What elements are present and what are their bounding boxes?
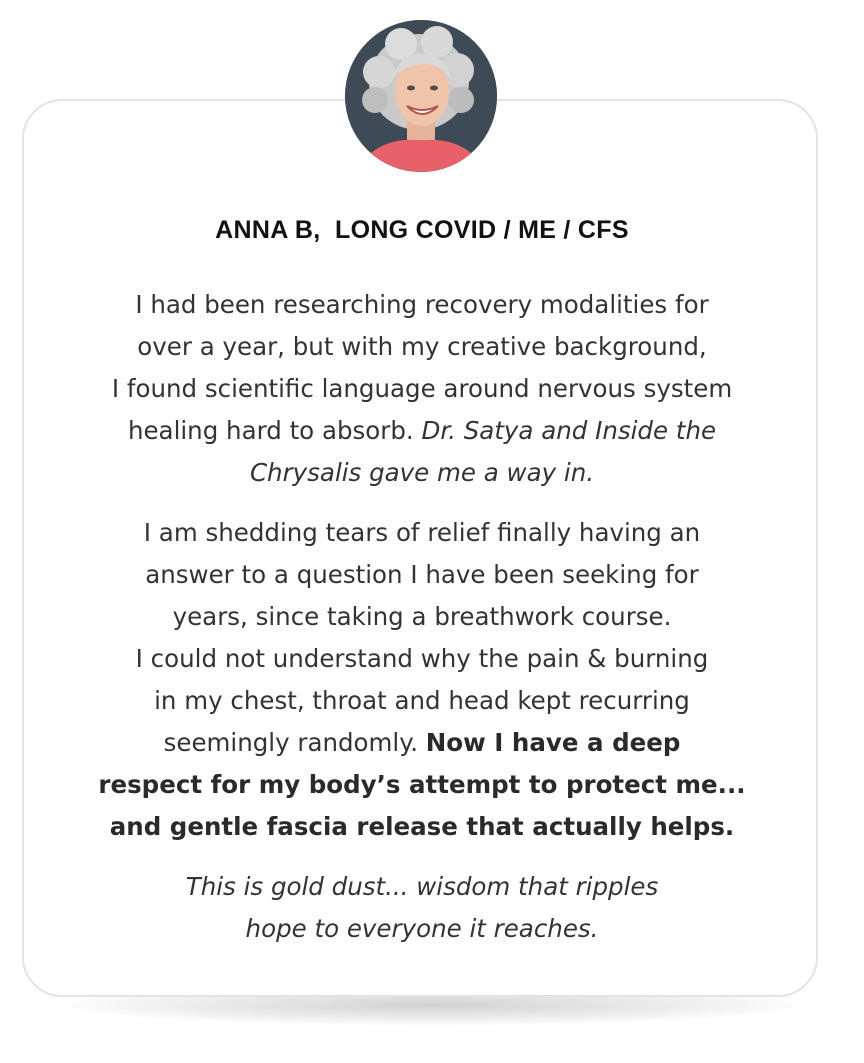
person-portrait-icon — [345, 20, 497, 172]
text-line: I am shedding tears of relief finally having an — [143, 518, 701, 547]
bold-text: Now I have a deep — [425, 728, 681, 757]
testimonial-paragraph-1 — [60, 284, 784, 494]
text-line: answer to a question I have been seeking for — [145, 560, 699, 589]
text-line: in my chest, throat and head kept recurring — [154, 686, 690, 715]
text-line: years, since taking a breathwork course. — [172, 602, 672, 631]
testimonial-author: ANNA B, LONG COVID / ME / CFS — [215, 216, 629, 244]
italic-text: Chrysalis gave me a way in. — [249, 458, 595, 487]
text-line: I found scientific language around nervous system — [111, 374, 733, 403]
avatar — [345, 20, 497, 172]
testimonial-paragraph-3 — [60, 866, 784, 950]
text-run: seemingly randomly. — [163, 728, 426, 757]
text-line: This is gold dust... wisdom that ripples — [185, 872, 659, 901]
italic-text: Dr. Satya and Inside the — [421, 416, 717, 445]
text-line: I could not understand why the pain & burning — [135, 644, 709, 673]
text-line — [60, 410, 784, 452]
testimonial-paragraph-2 — [60, 512, 784, 848]
bold-text: respect for my body’s attempt to protect me... — [98, 770, 746, 799]
text-run: healing hard to absorb. — [127, 416, 422, 445]
text-line: hope to everyone it reaches. — [245, 914, 599, 943]
text-line: over a year, but with my creative background, — [137, 332, 707, 361]
text-line — [60, 722, 784, 764]
text-line: I had been researching recovery modalities for — [135, 290, 709, 319]
bold-text: and gentle fascia release that actually helps. — [109, 812, 735, 841]
